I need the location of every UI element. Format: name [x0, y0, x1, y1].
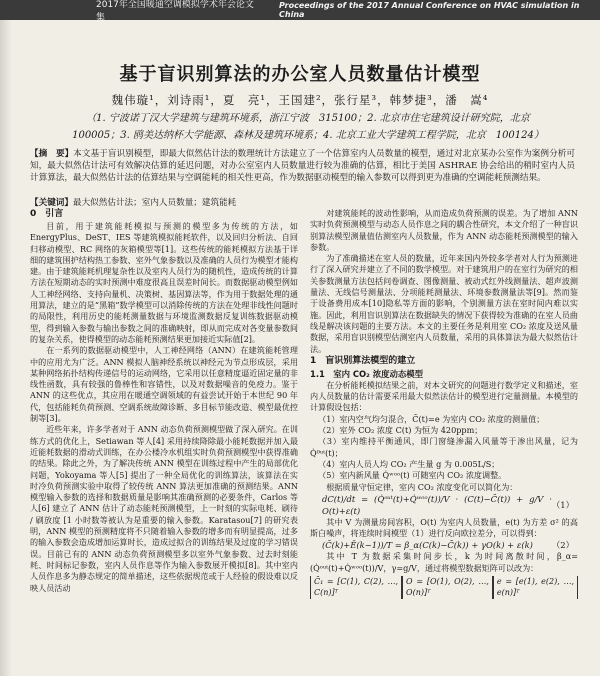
- assumption-item: （4）室内人员人均 CO₂ 产生量 g 为 0.005L/S；: [318, 458, 500, 469]
- matrix-o: O = [O(1), O(2), …, O(n)]ᵀ: [402, 576, 493, 599]
- keywords-text: 最大似然估计法；室内人员数量；建筑能耗: [72, 198, 237, 208]
- proceedings-header: [0, 0, 600, 23]
- matrix-c: C̄₁ = [C(1), C(2), …, C(n)]ᵀ: [310, 576, 402, 599]
- matrix-e: e = [e(1), e(2), …, e(n)]ᵀ: [493, 576, 578, 599]
- assumption-item: （3）室内维持平衡通风，即门窗缝渗漏入风量等于渗出风量，记为 Q̇⁰ᵘᵗ(t)；: [310, 436, 578, 458]
- keywords-label: 【关键词】: [30, 198, 73, 208]
- equation-number: （2）: [551, 540, 574, 551]
- equation-2: [310, 539, 578, 551]
- subsection-title-co2: 1.1 室内 CO₂ 浓度动态模型: [310, 368, 423, 379]
- paragraph: 其中 T 为数据采集时间步长，k 为时间离散时间，β_α=(Q̇ᵒᵘᵗ(t)+Q̇ʷᵒᵒ(t))/V，γ=g/V，通过将模型数据矩阵可以改为：: [310, 551, 578, 573]
- affiliation-line: 100005；3. 鸥美达纳杯大学能源、森林及建筑环境系；4. 北京工业大学建筑工程学院，北京 100124）: [72, 130, 544, 141]
- paragraph: 在分析能耗模拟结果之前，对本文研究的问题进行数学定义和描述，室内人员数量的估计需要采用最大似然法估计的模型进行定量测量。本模型的计算假设包括：: [310, 379, 578, 413]
- equation-1: [310, 493, 578, 517]
- paragraph: 对建筑能耗的波动性影响，从而造成负荷预测的误差。为了增加 ANN 实时负荷预测模型与动态人员作息之间的耦合性研究，本文介绍了一种盲识别算法模型测量值估测室内人员数量，作为 ANN 动态能耗预测模型的输入参数。: [310, 208, 578, 252]
- paragraph: 近些年来，许多学者对于 ANN 动态负荷预测模型做了深入研究。在训练方式的优化上，Setiawan 等人[4] 采用持续降除最小能耗数据并加入最近能耗数据的滑动式训练，在办公楼冷水机组实时负荷预测模型中获得准确的结果。除此之外，为了解决传统 ANN 模型在训练过程中产生的局部优化问题，Yokoyama 等人[5] 提出了一种全局优化的训练算法，该算法在实时冷负荷预测实验中取得了较传统 ANN 算法更加准确的预测结果。ANN 模型输入参数的选择和数据质量是影响其准确预测的必要条件，Carlos 等人[6] 建立了 ANN 估计了动态能耗预测模型，上一时刻的实际电耗、刷待 / 刷放度 [1 小时数等被认为是重要的输入参数。Karatasou[7] 的研究表明，ANN 模型的预测精度将不只随着输入参数的增多而有明显提高，过多的输入参数会造成增加运算时长，造成过拟合的训练结果及过度的学习错误误。目前已有的 ANN 动态负荷预测模型多以室外气象参数、过去时刻能耗、时间标记参数，室内人员作息等作为输入参数展开模拟[8]。其中室内人员作息多为静态规定的简单描述，这些依据规范或于人经验的假设难以反映人员活动: [30, 424, 298, 593]
- keywords: [30, 196, 575, 208]
- abstract: [30, 148, 575, 184]
- proceedings-title-zh: 2017年全国暖通空调模拟学术年会论文集: [96, 0, 254, 23]
- scan-binding-shadow: [0, 20, 12, 676]
- equation-body: (C̄(k)+Ē(k−1))/T = β_α(C(k)−C̄(k)) + γO(k) + ε(k): [322, 540, 533, 551]
- assumption-item: （1）室内空气均匀混合，C̄(t)=e 为室内 CO₂ 浓度的测量值；: [318, 413, 545, 424]
- matrix-definitions: [310, 574, 578, 601]
- right-column: [310, 208, 578, 672]
- paper-title: 基于盲识别算法的办公室人员数量估计模型: [119, 64, 481, 85]
- paragraph: 其中 V 为测量房间容积，O(t) 为室内人员数量，e(t) 为方差 σ² 的高斯白噪声，将连续时间模型（1）进行反向欧拉差分，可以得到：: [310, 516, 578, 539]
- paragraph: 根据质量守恒定律，室内 CO₂ 浓度变化可以简化为：: [326, 481, 518, 492]
- paragraph: 为了准确描述在室人员的数量，近年来国内外较多学者对人行为预测进行了深入研究并建立了不同的数学模型。对于建筑用户的在室行为研究的相关参数测量方法包括问卷调查、图像测量、被动式红外线测量法、超声波测量法、无线信号测量法、分项能耗测量法、环境参数测量法等[9]。然而鉴于设备费用成本[10]隐私等方面的影响，个别测量方法在室时间内难以实施。因此，利用盲识别算法在数据缺失的情况下获得较为准确的在室人员曲线是解决该问题的主要方法。本文的主要任务是利用室 CO₂ 浓度及送风量数据，采用盲识别模型估测室内人员数量，采用的具体算法为最大似然估计法。: [310, 253, 578, 354]
- abstract-text: 本文基于盲识别模型，即最大似然估计法的数理统计方法建立了一个估算室内人员数量的模型，通过对北京某办公室作为案例分析可知，最大似然估计法可有效解决估算的延迟问题，对办公室室内人员数量进行较为准确的估算，相比于美国 ASHRAE 协会给出的稍时室内人员计算算法，最大似然估计法的估算结果与空调能耗的相关性更高，作为数据驱动模型的输入参数可以得到更为准确的空调能耗预测结果。: [30, 149, 575, 183]
- affiliations: [38, 110, 578, 144]
- equation-body: dC(t)/dt = (Q̇ᵒᵘᵗ(t)+Q̇ʷᵒᵒ(t))/V · (C(t)−C̄(t)) + g/V · O(t)+ε(t): [322, 493, 552, 516]
- paragraph: 在一系列的数据驱动模型中，人工神经网络（ANN）在建筑能耗管理中的应用尤为广泛。ANN 模拟人脑神经系统以神经元为节点形成层，采用某种网络拓扑结构传递信号的运动网络，它采用以任意精度逼近固定量的非线性函数，具有较强的鲁棒性和容错性，以及对数据噪音的免疫力。鉴于 ANN 的这些优点，其应用在暖通空调领域的有益尝试开始于本世纪 90 年代，包括能耗负荷预测、空调系统故障诊断、多目标节能改造、模型最优控制等[3]。: [30, 345, 298, 424]
- author-list: 魏伟璇¹，刘诗雨¹，夏 亮¹，王国建²，张行星³，韩梦捷³，潘 嵩⁴: [111, 93, 489, 107]
- section-title-model: 1 盲识别算法模型的建立: [310, 355, 416, 366]
- assumption-item: （5）室内新风量 Q̇ʷᵒᵒ(t) 可随室内 CO₂ 浓度调整。: [318, 470, 507, 481]
- abstract-label: 【摘 要】: [30, 149, 74, 159]
- equation-number: （1）: [551, 499, 574, 510]
- section-title-introduction: 0 引言: [30, 209, 64, 219]
- assumption-item: （2）室外 CO₂ 浓度 C(t) 为恒为 420ppm；: [318, 425, 483, 436]
- left-column: [30, 208, 298, 672]
- affiliation-line: （1. 宁波诺丁汉大学建筑与建筑环境系，浙江宁波 315100；2. 北京市住宅建筑设计研究院，北京: [86, 113, 530, 124]
- assumption-list: [310, 414, 578, 482]
- paragraph: 目前，用于建筑能耗模拟与预测的模型多为传统的方法，如 EnergyPlus、DeST、IES 等建筑模拟能耗软件，以及回归分析法、自回归移动模型、RC 网络的灰箱模型等[1]。这些传统的能耗模拟方法基于详细的建筑围护结构热工参数、室外气象参数以及准确的人员行为模型才能构建。由于建筑能耗机理复杂性以及室内人员行为的随机性，造成传统的计算方法在短期动态的实时预测中难度很高且误差时间长。而数据驱动模型例如人工神经网络、支持向量机、决策树、基因算法等，作为用于数据处理的通用算法，建立的是“黑箱”数学模型可以消除传统的方法在处理非线性问题时的局限性，利用历史的能耗测量数据与环境监测数据反复训练数据驱动模型，得到输入参数与输出参数之间的准确映射，即从而完成对各变量参数间的复杂关系，使得模型的动态能耗预测结果更加接近实际值[2]。: [30, 221, 298, 344]
- proceedings-title-en: Proceedings of the 2017 Annual Conference on HVAC simulation in China: [279, 1, 580, 19]
